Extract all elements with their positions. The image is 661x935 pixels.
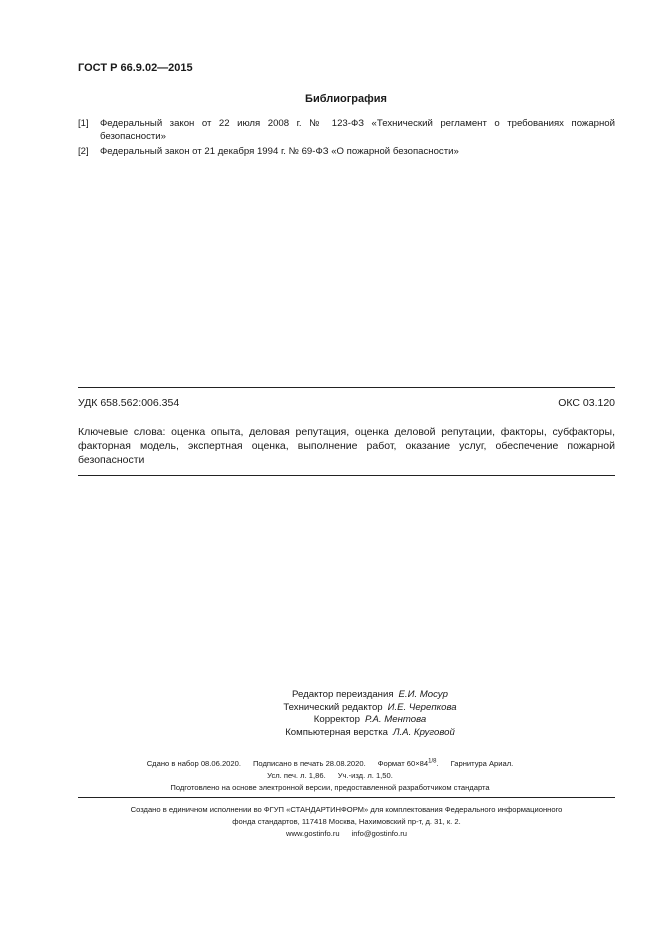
email-link[interactable]: info@gostinfo.ru [351, 829, 408, 838]
bibliography-title: Библиография [305, 93, 387, 105]
credit-role: Технический редактор [283, 701, 383, 713]
document-code: ГОСТ Р 66.9.02—2015 [78, 62, 193, 74]
bibliography-item [78, 145, 615, 158]
credit-name: Е.И. Мосур [398, 689, 448, 700]
credit-name: Л.А. Круговой [392, 726, 455, 738]
imprint-signed: Подписано в печать 28.08.2020. [252, 758, 366, 768]
keywords: Ключевые слова: оценка опыта, деловая репутация, оценка деловой репутации, факторы, субфакторы, факторная модель, экспертная оценка, выполнение работ, оказание услуг, обеспечение пожарной безопасности [78, 426, 615, 466]
imprint-prepared: Подготовлено на основе электронной версии, предоставленной разработчиком стандарта [170, 782, 490, 792]
publisher-line: Создано в единичном исполнении во ФГУП «СТАНДАРТИНФОРМ» для комплектования Федерального информационного [130, 805, 563, 814]
imprint-pub-sheets: Уч.-изд. л. 1,50. [337, 770, 393, 780]
bibliography-item [78, 117, 615, 143]
imprint-block [100, 755, 560, 794]
classification-row [78, 397, 615, 409]
publisher-links [78, 828, 615, 840]
bibliography-item-text: Федеральный закон от 22 июля 2008 г. № 123-ФЗ «Технический регламент о требованиях пожарной безопасности» [100, 118, 615, 142]
credit-role: Компьютерная верстка [285, 726, 388, 738]
credit-role: Корректор [313, 714, 360, 725]
divider-line [78, 475, 615, 476]
imprint-line [100, 755, 560, 770]
bibliography-item-number: [1] [78, 118, 89, 129]
credit-name: Р.А. Ментова [364, 714, 427, 725]
imprint-sent: Сдано в набор 08.06.2020. [146, 758, 241, 768]
divider-line [78, 797, 615, 798]
publisher-line: фонда стандартов, 117418 Москва, Нахимовский пр-т, д. 31, к. 2. [232, 817, 461, 826]
imprint-sheets: Усл. печ. л. 1,86. [267, 770, 326, 780]
credit-role: Редактор переиздания [292, 689, 394, 700]
publisher-block [78, 804, 615, 840]
udk-code: УДК 658.562:006.354 [78, 397, 180, 409]
credit-line [180, 727, 560, 740]
imprint-line [100, 770, 560, 782]
credit-line [180, 689, 560, 702]
credit-line [180, 714, 560, 727]
credits-block [180, 689, 560, 739]
imprint-font: Гарнитура Ариал. [450, 758, 514, 768]
bibliography-item-text: Федеральный закон от 21 декабря 1994 г. № 69-ФЗ «О пожарной безопасности» [100, 146, 459, 157]
imprint-format-value: Формат 60×84 [377, 758, 429, 768]
imprint-format-fraction: 1/8 [428, 758, 437, 764]
oks-code: ОКС 03.120 [558, 397, 615, 409]
bibliography-item-number: [2] [78, 146, 89, 157]
website-link[interactable]: www.gostinfo.ru [285, 829, 340, 838]
credit-line [180, 702, 560, 715]
divider-line [78, 387, 615, 388]
imprint-format: Формат $60\times 84^{1/8}$. [377, 758, 439, 768]
credit-name: И.Е. Черепкова [387, 701, 457, 713]
